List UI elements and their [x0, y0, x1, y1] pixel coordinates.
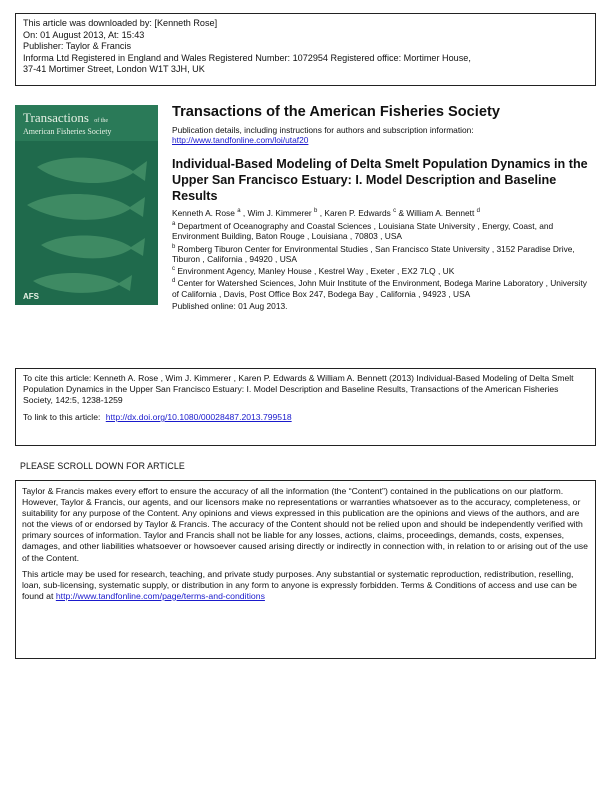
cover-afs-logo: AFS — [23, 292, 39, 301]
affiliation-c — [172, 266, 592, 277]
doi-link-label: To link to this article: — [23, 412, 101, 422]
author-list — [172, 208, 592, 219]
citation-box — [15, 368, 596, 446]
published-online: Published online: 01 Aug 2013. — [172, 300, 288, 311]
author-affiliation-marker: d — [476, 208, 481, 215]
disclaimer-paragraph-2-text: This article may be used for research, teaching, and private study purposes. Any substantial or systematic reproduction, redistribution, reselling, loan, sub-licensing, systematic supply, or distribution in any form to anyone is expressly forbidden. Terms & Conditions of access and use can be found at — [22, 568, 577, 601]
download-line-address: 37-41 Mortimer Street, London W1T 3JH, UK — [23, 64, 205, 75]
scroll-down-note: PLEASE SCROLL DOWN FOR ARTICLE — [20, 461, 185, 471]
affiliation-text: Center for Watershed Sciences, John Muir Institute of the Environment, Bodega Marine Laboratory , University of California , Davis, Post Office Box 247, Bodega Bay , California , 94923 , USA — [172, 278, 587, 299]
journal-link[interactable]: http://www.tandfonline.com/loi/utaf20 — [172, 135, 309, 146]
doi-link-row — [23, 412, 588, 423]
journal-cover-image — [15, 105, 158, 305]
download-line-date: On: 01 August 2013, At: 15:43 — [23, 29, 145, 40]
terms-conditions-link[interactable]: http://www.tandfonline.com/page/terms-and-conditions — [55, 590, 265, 601]
affiliation-text: Environment Agency, Manley House , Kestrel Way , Exeter , EX2 7LQ , UK — [177, 266, 455, 277]
affiliation-marker: b — [172, 243, 176, 250]
author-name[interactable]: Karen P. Edwards — [324, 207, 391, 218]
doi-link[interactable]: http://dx.doi.org/10.1080/00028487.2013.799518 — [105, 412, 292, 422]
download-line-downloaded-by: This article was downloaded by: [Kenneth Rose] — [23, 18, 218, 28]
cover-artwork — [15, 105, 158, 305]
affiliation-marker: a — [172, 221, 176, 228]
author-name[interactable]: William A. Bennett — [406, 207, 475, 218]
affiliation-d — [172, 278, 592, 299]
author-separator: & — [396, 207, 407, 218]
disclaimer-paragraph-2 — [22, 569, 589, 602]
author-name[interactable]: Kenneth A. Rose — [172, 207, 235, 218]
author-affiliation-marker: a — [237, 208, 241, 215]
article-header — [172, 104, 592, 313]
author-affiliation-marker: c — [393, 208, 397, 215]
article-title: Individual-Based Modeling of Delta Smelt Population Dynamics in the Upper San Francisco Estuary: I. Model Description and Baseline Results — [172, 156, 588, 204]
download-line-publisher: Publisher: Taylor & Francis — [23, 41, 131, 52]
disclaimer-paragraph-1: Taylor & Francis makes every effort to ensure the accuracy of all the information (the “Content”) contained in the publications on our platform. However, Taylor & Francis, our agents, and our licensors make no representations or warranties whatsoever as to the accuracy, completeness, or suitability for any purpose of the Content. Any opinions and views expressed in this publication are the opinions and views of the authors, and are not the views of or endorsed by Taylor & Francis. The accuracy of the Content should not be relied upon and should be independently verified with primary sources of information. Taylor and Francis shall not be liable for any losses, actions, claims, proceedings, demands, costs, expenses, damages, and other liabilities whatsoever or howsoever caused arising directly or indirectly in connection with, in relation to or arising out of the use of the Content. — [22, 486, 588, 563]
download-info-box — [15, 13, 596, 86]
disclaimer-box — [15, 480, 596, 659]
download-line-registration: Informa Ltd Registered in England and Wales Registered Number: 1072954 Registered office: Mortimer House, — [23, 52, 471, 63]
affiliation-marker: d — [172, 278, 176, 285]
cover-title-line1: Transactions of the — [23, 110, 109, 125]
author-name[interactable]: Wim J. Kimmerer — [247, 207, 312, 218]
affiliation-text: Romberg Tiburon Center for Environmental Studies , San Francisco State University , 3152 Paradise Drive, Tiburon , California , 94920 , USA — [172, 243, 575, 265]
publication-details: Publication details, including instructions for authors and subscription information: — [172, 125, 474, 135]
journal-link-row — [172, 135, 592, 145]
author-affiliation-marker: b — [314, 208, 318, 215]
affiliation-text: Department of Oceanography and Coastal Sciences , Louisiana State University , Energy, Coast, and Environment Building, Baton Rouge , Louisiana , 70803 , USA — [172, 220, 554, 242]
citation-text: To cite this article: Kenneth A. Rose , Wim J. Kimmerer , Karen P. Edwards & William A. Bennett (2013) Individual-Based Modeling of Delta Smelt Population Dynamics in the Upper San Francisco Estuary: I. Model Description and Baseline Results, Transactions of the American Fisheries Society, 142:5, 1238-1259 — [23, 373, 574, 405]
journal-title: Transactions of the American Fisheries Society — [172, 104, 500, 120]
author-separator: , — [240, 207, 248, 218]
cover-title-line2: American Fisheries Society — [23, 127, 112, 136]
affiliation-marker: c — [172, 266, 175, 273]
affiliation-a — [172, 221, 592, 242]
affiliation-b — [172, 244, 592, 265]
author-separator: , — [317, 207, 325, 218]
